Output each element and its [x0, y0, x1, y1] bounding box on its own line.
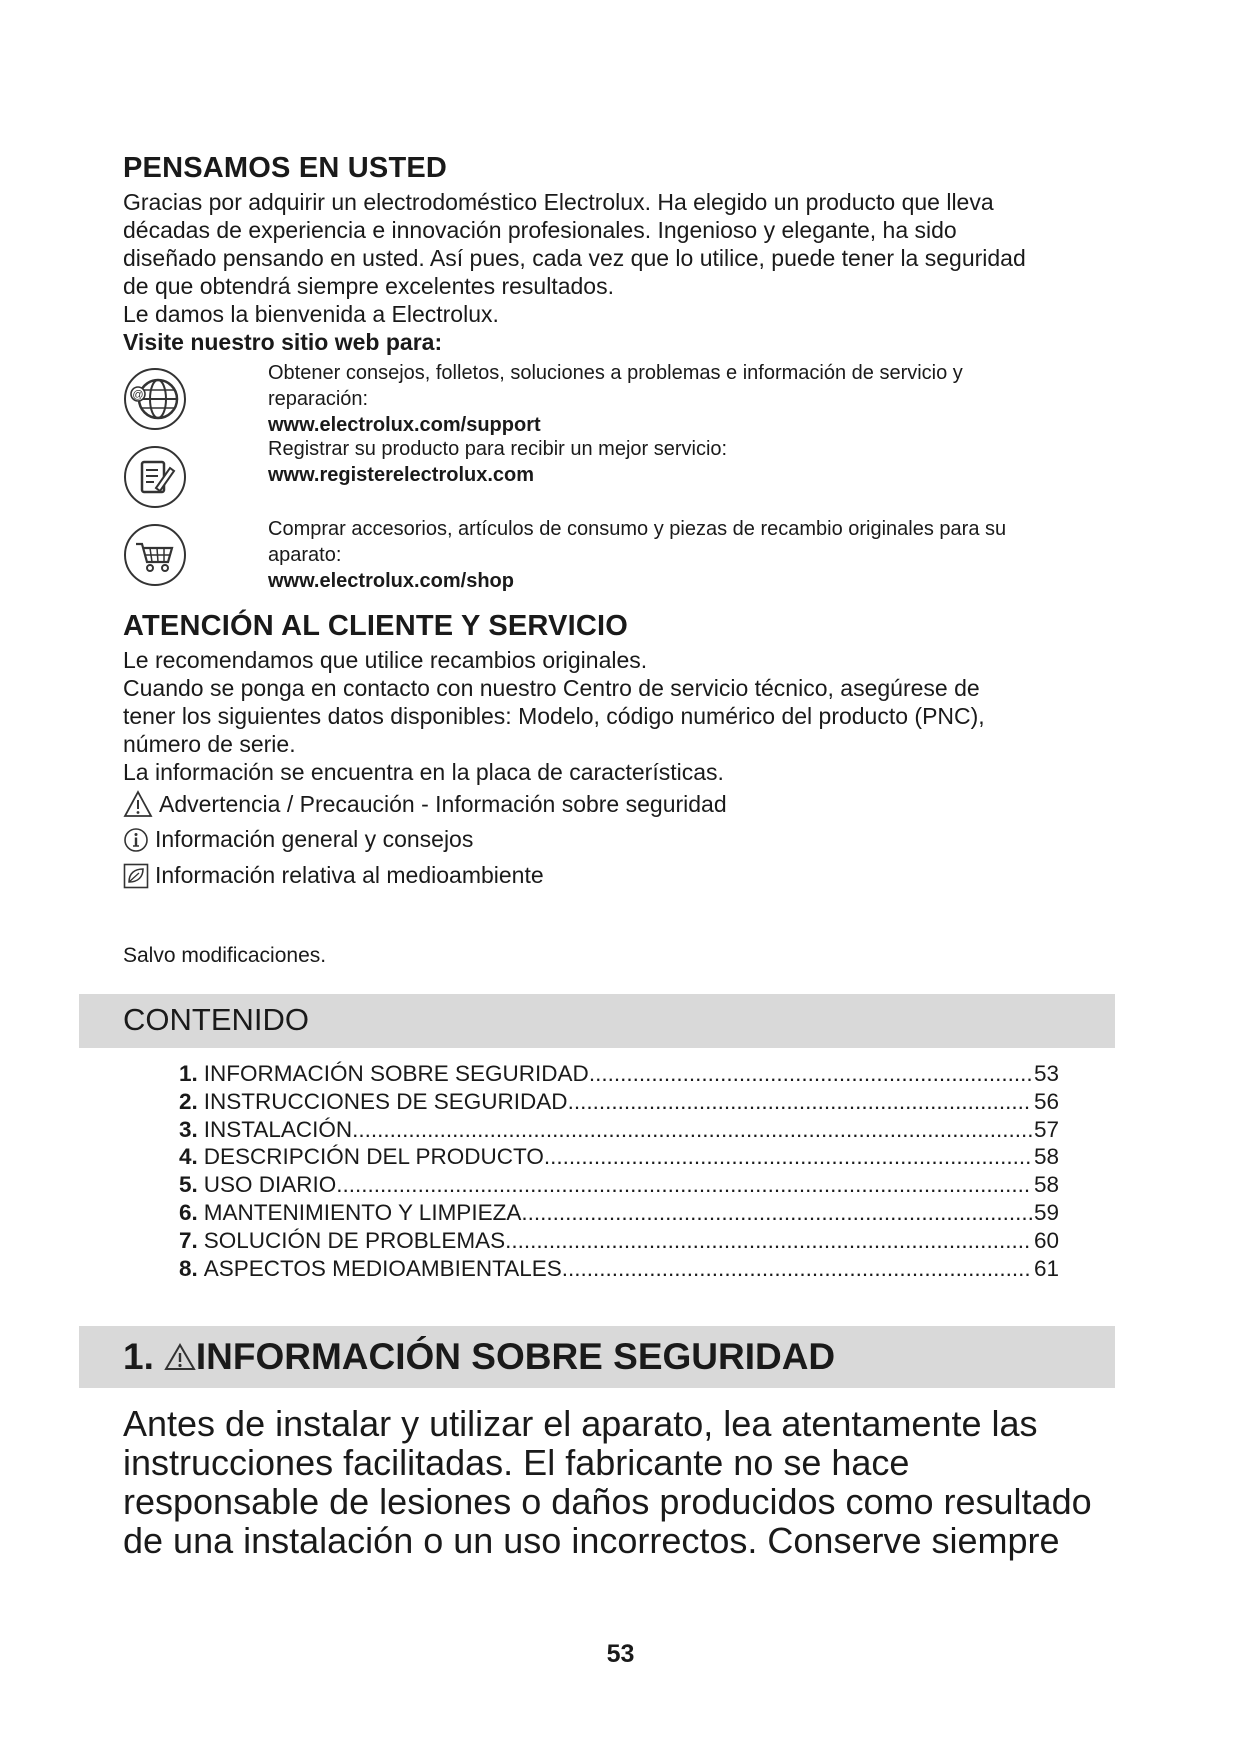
- shop-link[interactable]: www.electrolux.com/shop: [268, 570, 514, 592]
- safety-intro-line: responsable de lesiones o daños producidos como resultado: [123, 1481, 1092, 1522]
- safety-title: [123, 1336, 835, 1378]
- service-line: La información se encuentra en la placa de características.: [123, 759, 724, 785]
- intro-line: de que obtendrá siempre excelentes resultados.: [123, 273, 614, 299]
- legend-warning: [123, 790, 727, 818]
- toc-item[interactable]: 4. DESCRIPCIÓN DEL PRODUCTO ..... 58: [179, 1143, 1059, 1171]
- toc-item[interactable]: 3. INSTALACIÓN ..... 57: [179, 1116, 1059, 1144]
- info-circle-icon: [123, 827, 149, 853]
- link-shop: [268, 516, 1108, 594]
- toc-item[interactable]: 7. SOLUCIÓN DE PROBLEMAS ..... 60: [179, 1227, 1059, 1255]
- link-support: [268, 360, 1108, 438]
- service-line: Le recomendamos que utilice recambios originales.: [123, 647, 648, 673]
- warning-triangle-icon: [164, 1342, 196, 1372]
- link-text: aparato:: [268, 544, 342, 566]
- toc-item[interactable]: 6. MANTENIMIENTO Y LIMPIEZA ..... 59: [179, 1199, 1059, 1227]
- contents-title: CONTENIDO: [123, 1002, 309, 1037]
- safety-intro-line: instrucciones facilitadas. El fabricante no se hace: [123, 1442, 910, 1483]
- page-number: 53: [606, 1640, 635, 1668]
- register-form-icon: [122, 444, 188, 510]
- modifications-note: Salvo modificaciones.: [123, 944, 327, 967]
- service-paragraph: [123, 646, 1123, 786]
- support-link[interactable]: www.electrolux.com/support: [268, 414, 541, 436]
- service-line: Cuando se ponga en contacto con nuestro Centro de servicio técnico, asegúrese de: [123, 675, 980, 701]
- link-text: Registrar su producto para recibir un mejor servicio:: [268, 438, 728, 460]
- intro-line: diseñado pensando en usted. Así pues, cada vez que lo utilice, puede tener la seguridad: [123, 245, 1026, 271]
- section-title-service: ATENCIÓN AL CLIENTE Y SERVICIO: [123, 610, 628, 642]
- svg-text:@: @: [132, 389, 144, 401]
- toc-item[interactable]: 2. INSTRUCCIONES DE SEGURIDAD ..... 56: [179, 1088, 1059, 1116]
- intro-line: décadas de experiencia e innovación profesionales. Ingenioso y elegante, ha sido: [123, 217, 957, 243]
- link-text: Comprar accesorios, artículos de consumo y piezas de recambio originales para su: [268, 518, 1007, 540]
- safety-intro: [123, 1404, 1123, 1560]
- legend-info: [123, 826, 473, 853]
- link-text: reparación:: [268, 388, 369, 410]
- link-register: [268, 436, 1108, 488]
- visit-label: Visite nuestro sitio web para:: [123, 329, 443, 355]
- section-title-think: PENSAMOS EN USTED: [123, 152, 448, 184]
- safety-number: 1.: [123, 1336, 154, 1377]
- environment-leaf-icon: [123, 863, 149, 889]
- safety-header-band: [79, 1326, 1115, 1388]
- toc-item[interactable]: 8. ASPECTOS MEDIOAMBIENTALES ..... 61: [179, 1255, 1059, 1283]
- warning-triangle-icon: [123, 790, 153, 818]
- toc-item[interactable]: 5. USO DIARIO ..... 58: [179, 1171, 1059, 1199]
- legend-text: Información general y consejos: [155, 826, 474, 852]
- link-text: Obtener consejos, folletos, soluciones a problemas e información de servicio y: [268, 362, 963, 384]
- legend-text: Información relativa al medioambiente: [155, 862, 544, 888]
- table-of-contents: [179, 1060, 1059, 1282]
- legend-environment: [123, 862, 544, 889]
- legend-text: Advertencia / Precaución - Información sobre seguridad: [159, 790, 727, 817]
- safety-intro-line: de una instalación o un uso incorrectos. Conserve siempre: [123, 1520, 1060, 1561]
- globe-at-icon: [122, 366, 188, 432]
- contents-header-band: [79, 994, 1115, 1048]
- toc-item[interactable]: 1. INFORMACIÓN SOBRE SEGURIDAD ..... 53: [179, 1060, 1059, 1088]
- register-link[interactable]: www.registerelectrolux.com: [268, 464, 535, 486]
- safety-intro-line: Antes de instalar y utilizar el aparato, lea atentamente las: [123, 1403, 1038, 1444]
- intro-line: Gracias por adquirir un electrodoméstico Electrolux. Ha elegido un producto que lleva: [123, 189, 994, 215]
- welcome-line: Le damos la bienvenida a Electrolux.: [123, 301, 499, 327]
- shopping-cart-icon: [122, 522, 188, 588]
- safety-title-text: INFORMACIÓN SOBRE SEGURIDAD: [195, 1336, 836, 1377]
- service-line: tener los siguientes datos disponibles: Modelo, código numérico del producto (PNC),: [123, 703, 985, 729]
- service-line: número de serie.: [123, 731, 296, 757]
- intro-paragraph: [123, 188, 1123, 356]
